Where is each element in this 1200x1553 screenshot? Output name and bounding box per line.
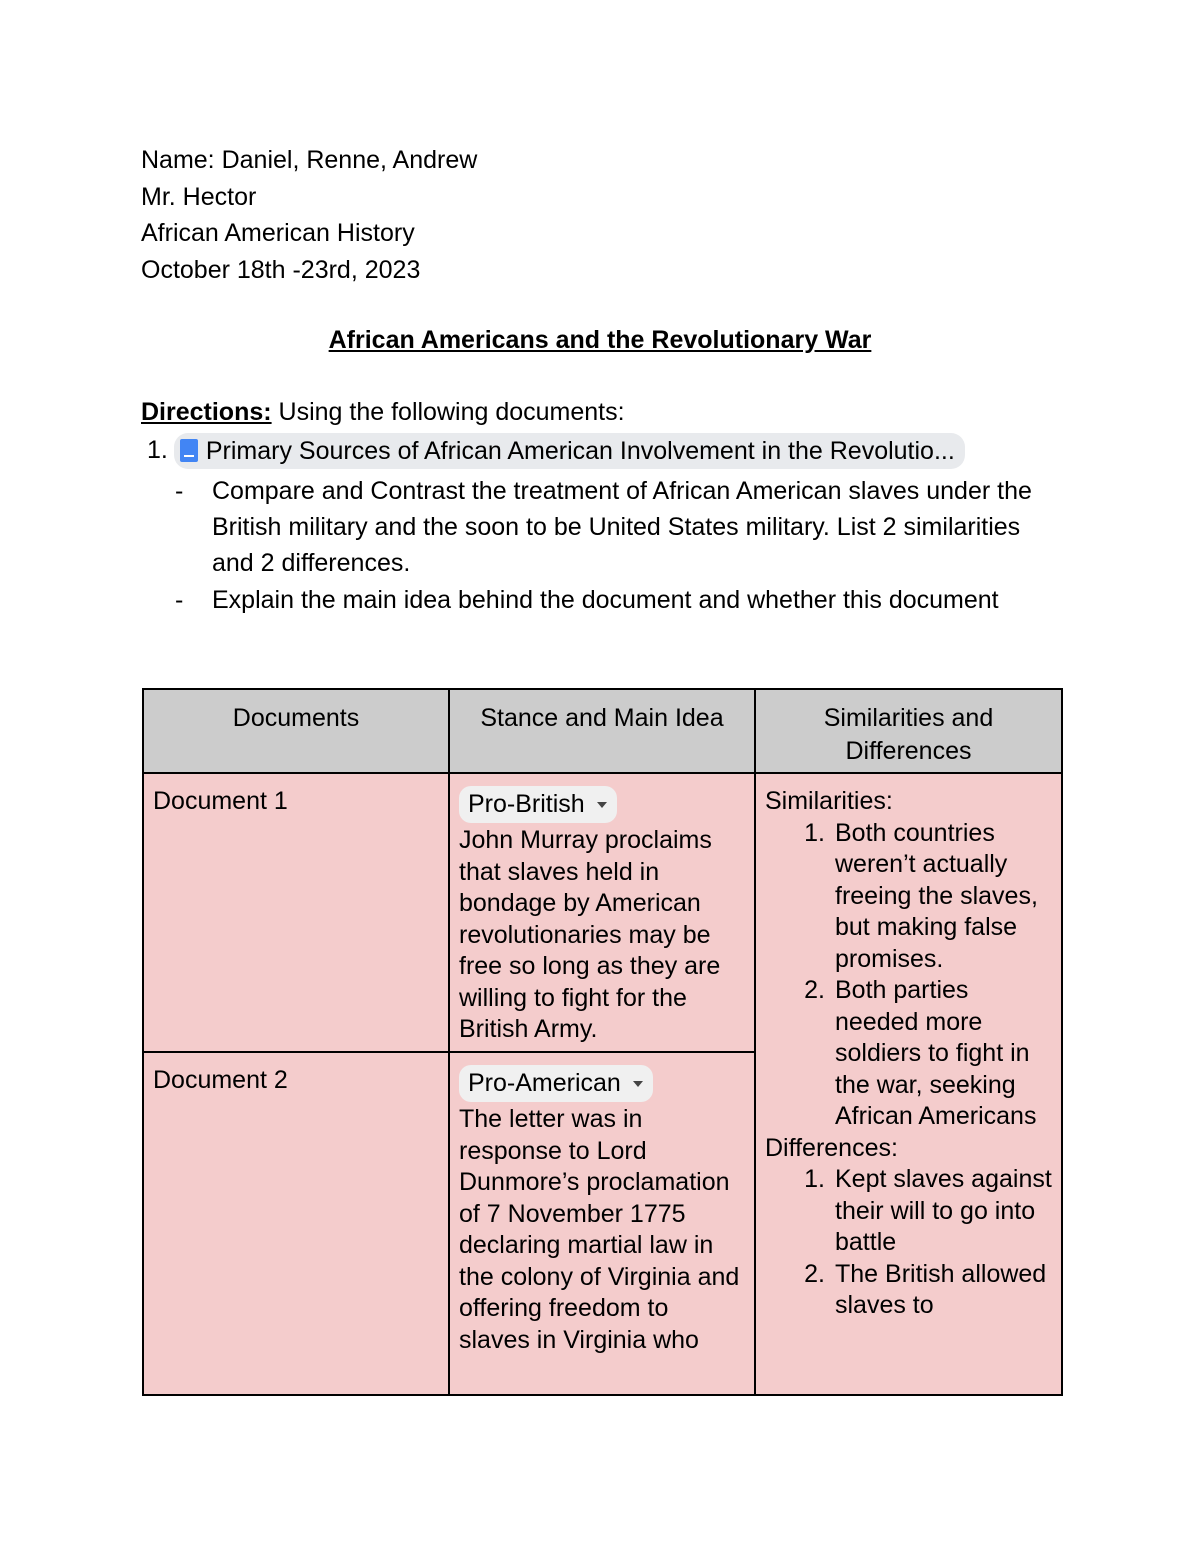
stance-dropdown[interactable] (459, 1065, 653, 1102)
directions (141, 395, 625, 429)
similarities-label: Similarities: (765, 787, 893, 815)
header-block (141, 142, 477, 288)
directions-label: Directions: (141, 398, 272, 426)
course-name: African American History (141, 219, 415, 247)
similarities-list (765, 818, 1052, 1133)
list-item-text: Both countries weren’t actually freeing the slaves, but making false promises. (835, 818, 1038, 973)
list-number: 1. (147, 436, 168, 464)
student-names: Name: Daniel, Renne, Andrew (141, 146, 478, 174)
bullet-marker: - (175, 477, 184, 505)
list-item (765, 975, 1052, 1133)
comparison-cell (755, 773, 1062, 1395)
stance-dropdown-value: Pro-British (468, 790, 585, 818)
stance-dropdown-value: Pro-American (468, 1069, 621, 1097)
list-item (765, 818, 1052, 976)
source-document-link[interactable] (174, 433, 965, 469)
list-item (175, 582, 1055, 618)
header-similarities: Similarities and Differences (755, 689, 1062, 773)
differences-label: Differences: (765, 1133, 898, 1162)
list-number: 1. (804, 1165, 825, 1193)
bullet-marker: - (175, 586, 184, 614)
assignment-date: October 18th -23rd, 2023 (141, 255, 421, 284)
teacher-name: Mr. Hector (141, 182, 257, 211)
list-number: 2. (804, 976, 825, 1004)
list-number: 2. (804, 1259, 825, 1288)
source-list-item (147, 433, 965, 469)
stance-cell (449, 773, 755, 1052)
list-item-text: The British allowed slaves to (835, 1259, 1047, 1319)
bullet-text: Compare and Contrast the treatment of African American slaves under the British military and the soon to be United States military. List 2 similarities and 2 differences. (212, 477, 1032, 577)
document-title: African Americans and the Revolutionary War (328, 326, 872, 354)
source-document-link-text: Primary Sources of African American Involvement in the Revolutio... (205, 437, 955, 466)
list-item-text: Kept slaves against their will to go into battle (835, 1165, 1052, 1256)
document-cell: Document 1 (143, 773, 449, 1052)
direction-bullets (175, 473, 1055, 619)
chevron-down-icon (597, 802, 607, 808)
list-item (765, 1259, 1052, 1322)
chevron-down-icon (633, 1081, 643, 1087)
header-stance: Stance and Main Idea (449, 689, 755, 773)
analysis-table (142, 688, 1063, 1396)
list-number: 1. (804, 818, 825, 847)
document-cell: Document 2 (143, 1052, 449, 1395)
list-item (175, 473, 1055, 581)
bullet-text: Explain the main idea behind the document and whether this document (212, 586, 999, 614)
main-idea-text: The letter was in response to Lord Dunmore’s proclamation of 7 November 1775 declaring martial law in the colony of Virginia and offering freedom to slaves in Virginia who (459, 1105, 740, 1354)
main-idea-text: John Murray proclaims that slaves held in bondage by American revolutionaries may be free so long as they are willing to fight for the British Army. (459, 826, 721, 1043)
list-item-text: Both parties needed more soldiers to fight in the war, seeking African Americans (835, 976, 1037, 1130)
list-item (765, 1164, 1052, 1259)
google-doc-icon (180, 439, 198, 462)
table-row (143, 773, 1062, 1052)
directions-text: Using the following documents: (271, 398, 625, 426)
stance-dropdown[interactable] (459, 786, 617, 823)
differences-list (765, 1164, 1052, 1322)
stance-cell (449, 1052, 755, 1395)
table-header-row (143, 689, 1062, 773)
header-documents: Documents (143, 689, 449, 773)
